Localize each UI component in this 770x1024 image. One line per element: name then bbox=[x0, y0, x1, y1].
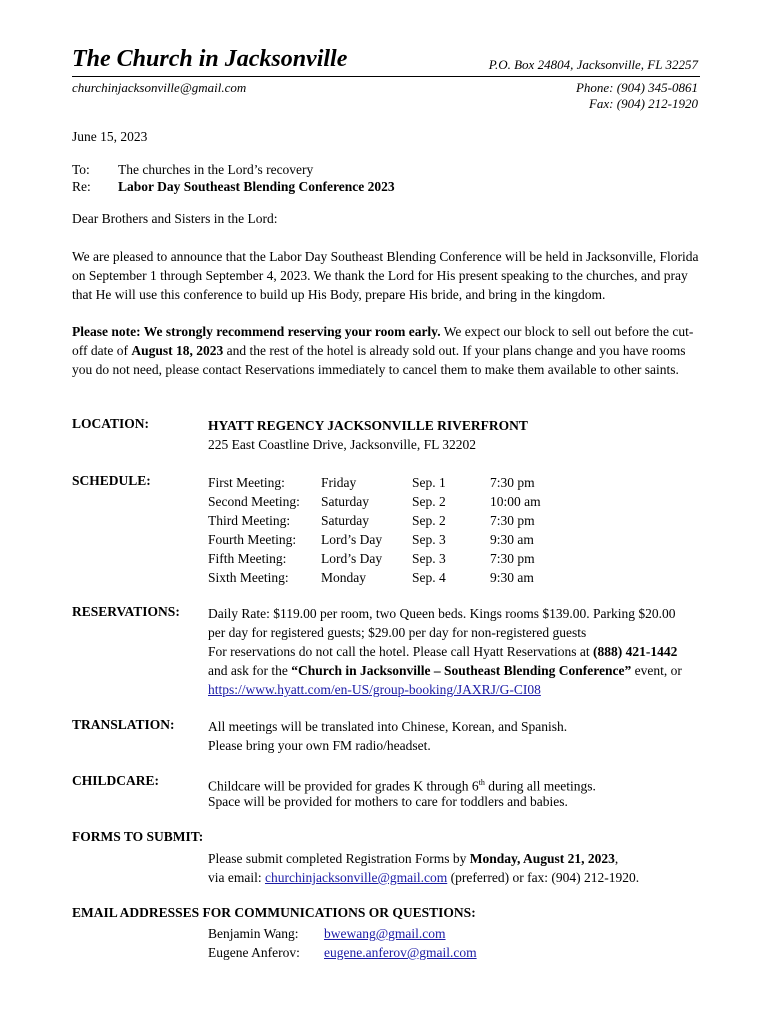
meeting-name: First Meeting: bbox=[208, 475, 285, 490]
note-paragraph bbox=[72, 322, 700, 379]
reservations-rate: Daily Rate: $119.00 per room, two Queen beds. Kings rooms $139.00. Parking $20.00 bbox=[208, 606, 676, 621]
hotel-address: 225 East Coastline Drive, Jacksonville, FL 32202 bbox=[208, 437, 476, 452]
to-value: The churches in the Lord’s recovery bbox=[118, 162, 314, 177]
reservations-parking: per day for registered guests; $29.00 per day for non-registered guests bbox=[208, 625, 587, 640]
meeting-day: Lord’s Day bbox=[321, 532, 383, 547]
forms-text-post: , bbox=[614, 851, 619, 866]
meeting-date: Sep. 2 bbox=[412, 513, 446, 528]
hotel-name: HYATT REGENCY JACKSONVILLE RIVERFRONT bbox=[208, 418, 528, 433]
forms-text-pre: Please submit completed Registration Forms by bbox=[208, 851, 470, 866]
reservations-event-post: event, or bbox=[631, 663, 682, 678]
org-address: P.O. Box 24804, Jacksonville, FL 32257 bbox=[488, 57, 698, 72]
header-divider bbox=[72, 76, 700, 77]
meeting-day: Lord’s Day bbox=[321, 551, 383, 566]
meeting-date: Sep. 4 bbox=[412, 570, 446, 585]
org-email[interactable]: churchinjacksonville@gmail.com bbox=[72, 80, 247, 95]
contact-name: Benjamin Wang: bbox=[208, 926, 299, 941]
meeting-name: Second Meeting: bbox=[208, 494, 300, 509]
to-label: To: bbox=[72, 162, 90, 177]
meeting-name: Fourth Meeting: bbox=[208, 532, 297, 547]
org-fax: Fax: (904) 212-1920 bbox=[588, 96, 698, 111]
re-label: Re: bbox=[72, 179, 91, 194]
ordinal-suffix: th bbox=[478, 778, 485, 787]
contact-email-link[interactable]: bwewang@gmail.com bbox=[324, 926, 446, 941]
org-phone: Phone: (904) 345-0861 bbox=[575, 80, 698, 95]
re-value: Labor Day Southeast Blending Conference 2023 bbox=[118, 179, 395, 194]
reservations-label: RESERVATIONS: bbox=[72, 604, 180, 619]
meeting-date: Sep. 3 bbox=[412, 532, 446, 547]
reservations-call bbox=[208, 642, 677, 661]
reservations-event-pre: and ask for the bbox=[208, 663, 292, 678]
contact-name: Eugene Anferov: bbox=[208, 945, 300, 960]
reservations-event bbox=[208, 661, 682, 680]
schedule-label: SCHEDULE: bbox=[72, 473, 151, 488]
location-label: LOCATION: bbox=[72, 416, 150, 431]
reservations-phone: (888) 421-1442 bbox=[593, 644, 678, 659]
meeting-time: 7:30 pm bbox=[490, 513, 535, 528]
org-title: The Church in Jacksonville bbox=[72, 46, 348, 72]
meeting-time: 9:30 am bbox=[490, 532, 534, 547]
note-bold: Please note: We strongly recommend reserving your room early. bbox=[72, 324, 441, 339]
childcare-text-pre: Childcare will be provided for grades K through 6 bbox=[208, 778, 479, 794]
forms-label: FORMS TO SUBMIT: bbox=[72, 829, 204, 844]
meeting-date: Sep. 3 bbox=[412, 551, 446, 566]
forms-email-link[interactable]: churchinjacksonville@gmail.com bbox=[264, 870, 448, 885]
translation-languages: All meetings will be translated into Chinese, Korean, and Spanish. bbox=[208, 719, 568, 734]
meeting-name: Fifth Meeting: bbox=[208, 551, 287, 566]
event-name: “Church in Jacksonville – Southeast Blending Conference” bbox=[291, 663, 632, 678]
childcare-mothers: Space will be provided for mothers to care for toddlers and babies. bbox=[208, 794, 568, 809]
reservations-call-text: For reservations do not call the hotel. Please call Hyatt Reservations at bbox=[208, 644, 594, 659]
childcare-label: CHILDCARE: bbox=[72, 773, 160, 788]
meeting-date: Sep. 1 bbox=[412, 475, 446, 490]
forms-email-pre: via email: bbox=[208, 870, 265, 885]
cutoff-date: August 18, 2023 bbox=[131, 343, 224, 358]
meeting-date: Sep. 2 bbox=[412, 494, 446, 509]
intro-paragraph: We are pleased to announce that the Labor Day Southeast Blending Conference will be held in Jacksonville, Florida on September 1 through September 4, 2023. We thank the Lord for His present speaking to the churches, and pray that He will use this conference to build up His Body, prepare His bride, and bring in the kingdom. bbox=[72, 249, 699, 302]
meeting-day: Monday bbox=[321, 570, 366, 585]
meeting-day: Friday bbox=[321, 475, 357, 490]
meeting-name: Third Meeting: bbox=[208, 513, 291, 528]
meeting-time: 10:00 am bbox=[490, 494, 541, 509]
meeting-day: Saturday bbox=[321, 494, 369, 509]
meeting-day: Saturday bbox=[321, 513, 369, 528]
schedule-table bbox=[208, 473, 608, 588]
meeting-time: 7:30 pm bbox=[490, 551, 535, 566]
note-text-2: and the rest of the hotel is already sold out. If your plans change and you have rooms you do not need, please contact Reservations immediately to cancel them to make them available to other saints. bbox=[72, 343, 686, 377]
forms-deadline bbox=[208, 849, 618, 868]
forms-submit bbox=[208, 868, 639, 887]
letter-date: June 15, 2023 bbox=[72, 129, 148, 144]
salutation: Dear Brothers and Sisters in the Lord: bbox=[72, 211, 278, 226]
childcare-text-post: during all meetings. bbox=[484, 778, 596, 794]
meeting-name: Sixth Meeting: bbox=[208, 570, 289, 585]
hyatt-booking-link[interactable]: https://www.hyatt.com/en-US/group-booking/JAXRJ/G-CI08 bbox=[208, 682, 541, 697]
translation-label: TRANSLATION: bbox=[72, 717, 175, 732]
forms-fax: (preferred) or fax: (904) 212-1920. bbox=[447, 870, 640, 885]
contacts-label: EMAIL ADDRESSES FOR COMMUNICATIONS OR QUESTIONS: bbox=[72, 905, 476, 920]
meeting-time: 9:30 am bbox=[490, 570, 534, 585]
contact-email-link[interactable]: eugene.anferov@gmail.com bbox=[324, 945, 477, 960]
meeting-time: 7:30 pm bbox=[490, 475, 535, 490]
forms-date: Monday, August 21, 2023 bbox=[469, 851, 615, 866]
translation-headset: Please bring your own FM radio/headset. bbox=[208, 738, 431, 753]
note-text-1: We expect our block to sell out before the cut-off date of bbox=[72, 324, 694, 358]
